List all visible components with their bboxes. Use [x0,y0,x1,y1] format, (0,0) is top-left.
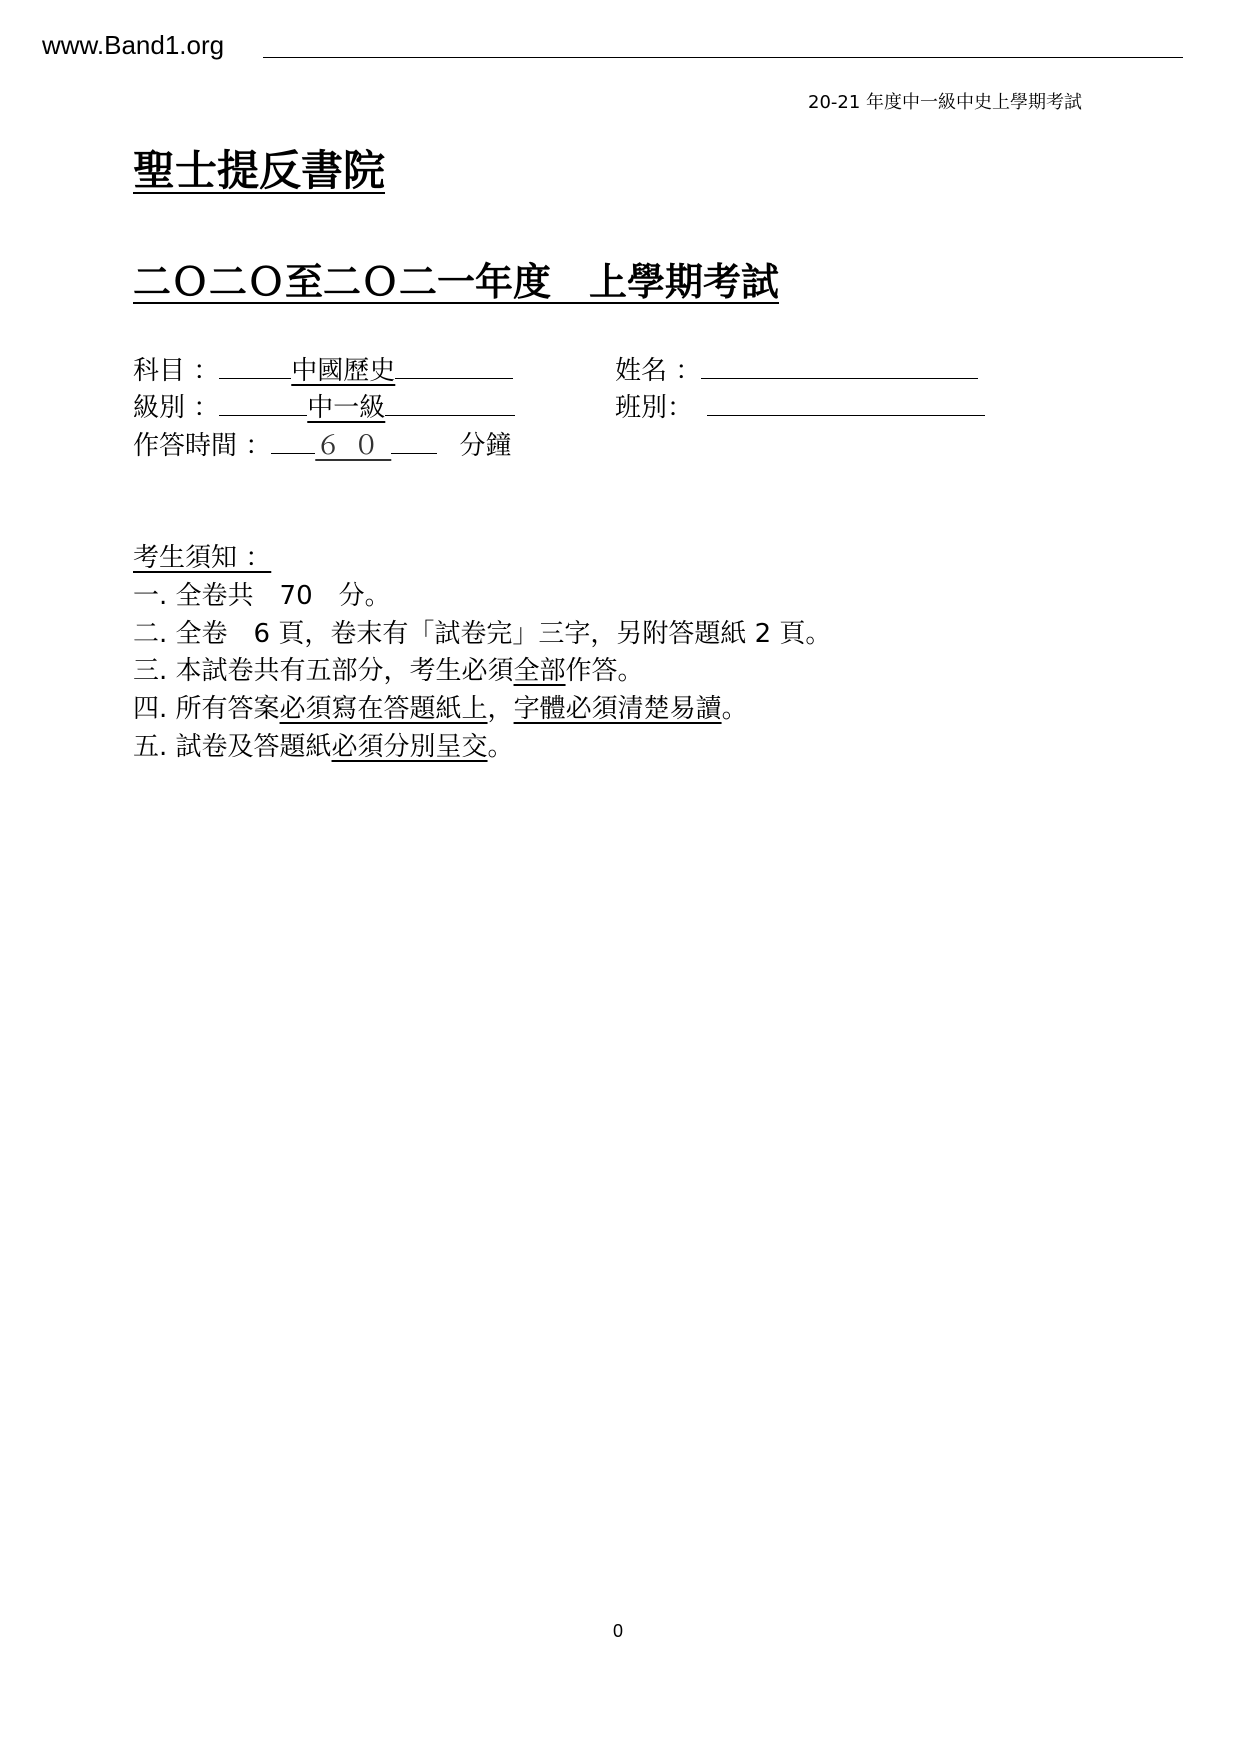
time-row [133,425,512,462]
subject-blank-right [395,376,513,379]
time-label: 作答時間 ： [133,431,272,461]
time-blank-right [391,451,437,454]
name-label: 姓名 ： [615,356,702,386]
instruction-text: 四. 所有答案 [133,694,280,724]
class-label: 班別： [615,393,694,423]
level-blank-right [385,413,515,416]
running-header: 20-21 年度中一級中史上學期考試 [808,92,1083,113]
name-field[interactable] [701,376,978,379]
instruction-emphasis: 全部 [513,656,566,686]
name-row [615,350,978,387]
instruction-text: ， [487,694,514,724]
instruction-text: 。 [721,694,748,724]
instruction-text: 五. 試卷及答題紙 [133,732,332,762]
exam-title: 二Ｏ二Ｏ至二Ｏ二一年度 上學期考試 [133,260,780,304]
time-blank-left [271,451,315,454]
instructions-heading: 考生須知 ： [133,543,272,573]
instruction-text: 。 [487,732,514,762]
level-label: 級別 ： [133,393,220,423]
instruction-text: 三. 本試卷共有五部分，考生必須 [133,656,514,686]
subject-blank-left [219,376,291,379]
school-name: 聖士提反書院 [133,146,386,195]
class-row [615,387,985,424]
instruction-emphasis: 必須分別呈交 [331,732,488,762]
level-value: 中一級 [307,393,386,423]
site-url: www.Band1.org [42,30,225,60]
subject-row [133,350,513,387]
header-rule [263,57,1183,58]
instruction-item [133,650,644,687]
level-row [133,387,515,424]
instruction-emphasis: 必須寫在答題紙上 [279,694,488,724]
instruction-text: 一. 全卷共 70 分。 [133,581,391,611]
time-unit: 分鐘 [459,431,512,461]
instruction-item [133,575,391,612]
instruction-item [133,726,514,763]
level-blank-left [219,413,307,416]
instruction-item [133,613,831,650]
time-value: ６０ [315,431,392,461]
instruction-text: 作答。 [565,656,644,686]
class-field[interactable] [707,413,985,416]
subject-label: 科目 ： [133,356,220,386]
instruction-item [133,688,748,725]
subject-value: 中國歷史 [291,356,396,386]
page-number: 0 [613,1621,624,1641]
instruction-text: 二. 全卷 6 頁，卷末有「試卷完」三字，另附答題紙 2 頁。 [133,619,832,649]
instruction-emphasis: 字體必須清楚易讀 [513,694,722,724]
